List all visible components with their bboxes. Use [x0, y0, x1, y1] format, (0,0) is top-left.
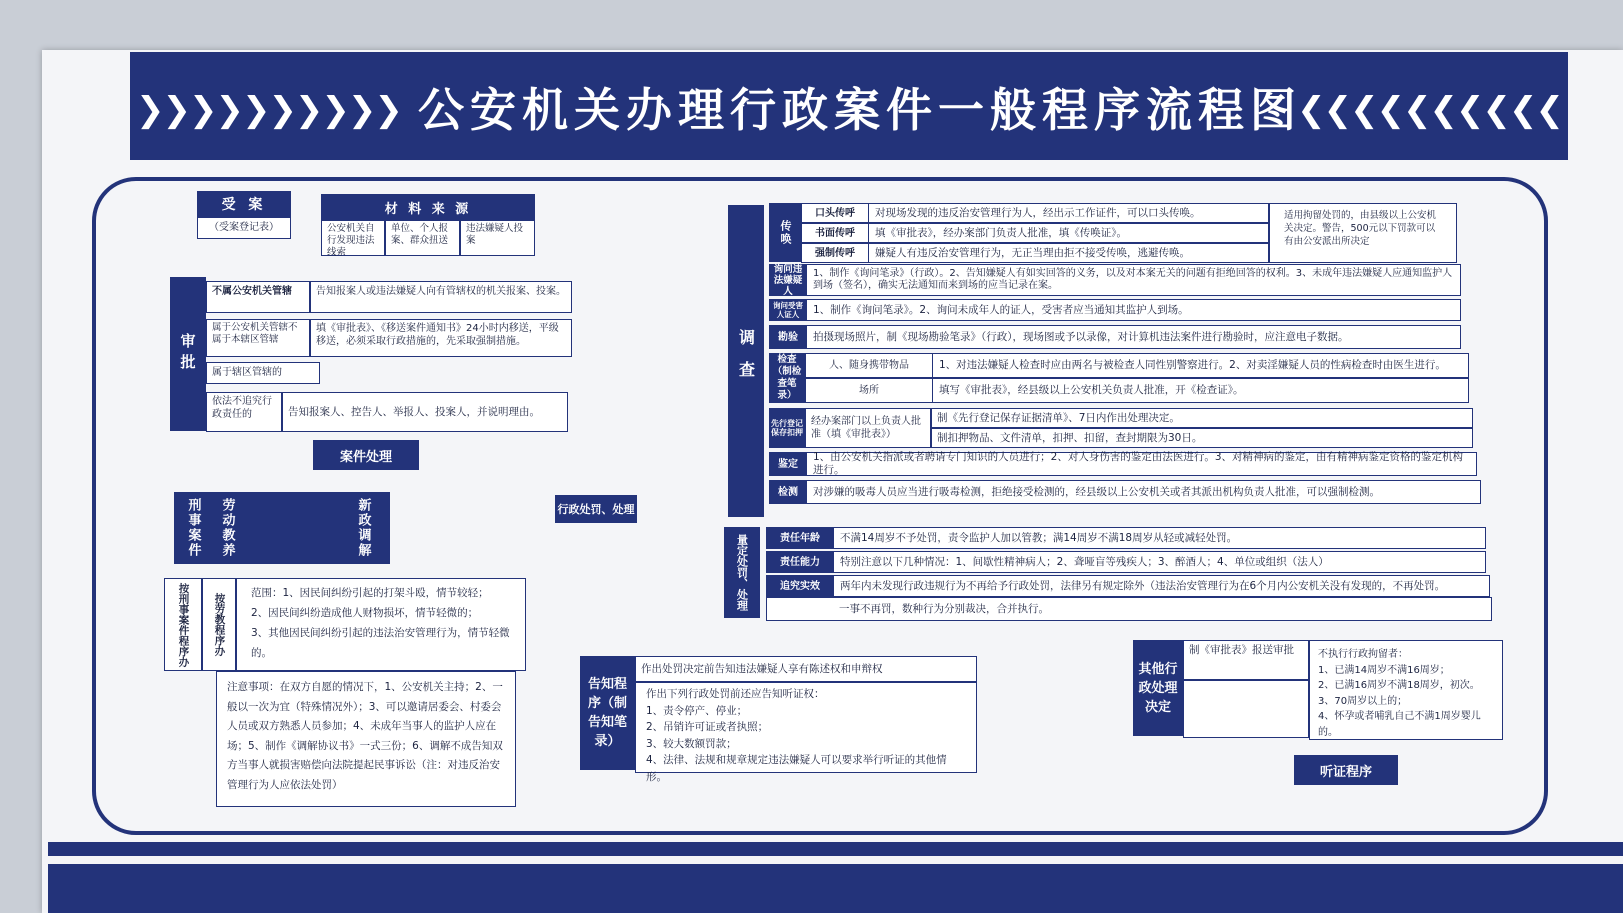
review-condition: 属于辖区管辖的 — [206, 362, 320, 384]
review-action: 告知报案人或违法嫌疑人向有管辖权的机关报案、投案。 — [310, 281, 572, 313]
review-action: 填《审批表》、《移送案件通知书》24小时内移送，平级移送，必须采取行政措施的，先采取强制措施。 — [310, 319, 572, 357]
investigation-label: 调查 — [728, 205, 764, 517]
review-condition: 属于公安机关管辖不属于本辖区管辖 — [206, 319, 310, 357]
case-handling-button: 案件处理 — [313, 440, 419, 470]
penalty-factor: 追究实效 — [767, 576, 834, 596]
title-banner — [130, 52, 1568, 160]
summon-authority-note: 适用拘留处罚的，由县级以上公安机关决定。警告，500元以下罚款可以有由公安派出所决定 — [1269, 203, 1457, 263]
appraisal-desc: 1、由公安机关指派或者聘请专门知识的人员进行；2、对人身伤害的鉴定由法医进行。3、对精神病的鉴定，由有精神病鉴定资格的鉴定机构进行。 — [813, 451, 1464, 476]
accept-case-header: 受 案 — [197, 191, 291, 217]
branch-labor: 劳动教养 — [219, 498, 235, 558]
criminal-procedure: 按刑事案件程序办 — [164, 578, 202, 671]
penalty-factor: 责任能力 — [767, 552, 834, 572]
preserve-list: 制《先行登记保存证据清单》、7日内作出处理决定。 — [931, 408, 1473, 428]
question-suspect-label: 询问违法嫌疑人 — [770, 265, 807, 295]
summon-row — [801, 223, 1269, 243]
other-approval-blank — [1183, 680, 1309, 738]
right-chevrons-icon: ❮❮❮❮❮❮❮❮❮❮ — [1297, 90, 1562, 130]
summon-desc: 嫌疑人有违反治安管理行为，无正当理由拒不接受传唤，逃避传唤。 — [875, 246, 1190, 259]
source-item: 违法嫌疑人投案 — [460, 220, 535, 256]
drug-test-row — [769, 480, 1481, 504]
summon-row — [801, 203, 1269, 223]
question-witness-row — [769, 299, 1461, 321]
page-title: 公安机关办理行政案件一般程序流程图 — [418, 83, 1302, 137]
summon-label: 传唤 — [769, 203, 801, 262]
mediation-notes: 注意事项：在双方自愿的情况下，1、公安机关主持；2、一般以一次为宜（特殊情况外）；3、可以邀请居委会、村委会人员或双方熟悉人员参加；4、未成年当事人的监护人应在场；5、制作《调解协议书》一式三份；6、调解不成告知双方当事人就损害赔偿向法院提起民事诉讼（注：对违反治安管理行为人应依法处罚） — [216, 671, 516, 807]
admin-penalty-button: 行政处罚、处理 — [555, 495, 637, 523]
penalty-combined: 一事不再罚，数种行为分别裁决，合并执行。 — [766, 597, 1492, 621]
check-label: 检查（制检查笔录） — [769, 353, 805, 403]
question-witness-label: 询问受害人证人 — [770, 300, 807, 320]
check-target: 场所 — [806, 379, 933, 402]
hearing-procedure-button: 听证程序 — [1294, 755, 1398, 785]
penalty-desc: 两年内未发现行政违规行为不再给予行政处罚，法律另有规定除外（违法治安管理行为在6个月内公安机关没有发现的，不再处罚。 — [840, 579, 1446, 592]
review-condition: 不属公安机关管辖 — [206, 281, 310, 313]
summon-type: 书面传呼 — [802, 224, 869, 242]
check-desc: 填写《审批表》，经县级以上公安机关负责人批准，开《检查证》。 — [939, 384, 1244, 396]
summon-desc: 对现场发现的违反治安管理行为人，经出示工作证件，可以口头传唤。 — [875, 206, 1201, 219]
bottom-band — [48, 864, 1623, 913]
other-decision-label: 其他行政处理决定 — [1133, 640, 1183, 736]
preserve-seize: 制扣押物品、文件清单，扣押、扣留，查封期限为30日。 — [931, 428, 1473, 448]
penalty-desc: 不满14周岁不予处罚，责令监护人加以管教；满14周岁不满18周岁从轻或减轻处罚。 — [840, 531, 1238, 544]
penalty-desc: 特别注意以下几种情况：1、间歇性精神病人；2、聋哑盲等残疾人；3、醉酒人；4、单位或组织（法人） — [840, 555, 1329, 568]
left-chevrons-icon: ❯❯❯❯❯❯❯❯❯❯ — [136, 90, 401, 130]
material-source-header: 材 料 来 源 — [321, 194, 535, 220]
notify-statement-right: 作出处罚决定前告知违法嫌疑人享有陈述权和申辩权 — [635, 656, 977, 682]
source-item: 公安机关自行发现违法线索 — [321, 220, 385, 256]
inspection-label: 勘验 — [770, 326, 807, 348]
branch-criminal: 刑事案件 — [185, 498, 201, 558]
penalty-label: 量定处罚、处理 — [724, 527, 760, 618]
labor-procedure: 按劳教程序办 — [202, 578, 236, 671]
notify-hearing-right: 作出下列行政处罚前还应告知听证权： 1、责令停产、停业； 2、吊销许可证或者执照； 3、较大数额罚款； 4、法律、法规和规章规定违法嫌疑人可以要求举行听证的其他情形。 — [635, 682, 977, 773]
other-exemptions: 不执行行政拘留者： 1、已满14周岁不满16周岁； 2、已满16周岁不满18周岁，初次。 3、70周岁以上的； 4、怀孕或者哺乳自己不满1周岁婴儿的。 — [1309, 640, 1503, 740]
summon-type: 强制传呼 — [802, 244, 869, 262]
drug-test-label: 检测 — [770, 481, 807, 503]
other-approval: 制《审批表》报送审批 — [1183, 640, 1309, 680]
penalty-row — [766, 551, 1486, 573]
preserve-label: 先行登记保存扣押 — [769, 408, 805, 448]
question-suspect-desc: 1、制作《询问笔录》（行政）。2、告知嫌疑人有如实回答的义务，以及对本案无关的问题有拒绝回答的权利。3、未成年违法嫌疑人应通知监护人到场（签名），确实无法通知而来到场的应当记录在案。 — [813, 268, 1453, 291]
bottom-stripe — [48, 842, 1623, 856]
check-row — [805, 353, 1469, 378]
appraisal-row — [769, 452, 1477, 476]
source-item: 单位、个人报案、群众扭送 — [385, 220, 460, 256]
check-target: 人、随身携带物品 — [806, 354, 933, 377]
penalty-row — [766, 527, 1486, 549]
summon-desc: 填《审批表》，经办案部门负责人批准，填《传唤证》。 — [875, 226, 1127, 239]
mediation-scope: 范围：1、因民间纠纷引起的打架斗殴，情节较轻； 2、因民间纠纷造成他人财物损坏，情节轻微的； 3、其他因民间纠纷引起的违法治安管理行为，情节轻微的。 — [236, 578, 526, 671]
check-desc: 1、对违法嫌疑人检查时应由两名与被检查人同性别警察进行。2、对卖淫嫌疑人员的性病检查时由医生进行。 — [939, 359, 1446, 371]
review-condition: 依法不追究行政责任的 — [206, 392, 282, 432]
appraisal-label: 鉴定 — [770, 453, 807, 475]
notify-label: 告知程序（制告知笔录） — [580, 656, 635, 770]
accept-case-form: （受案登记表） — [197, 217, 291, 239]
drug-test-desc: 对涉嫌的吸毒人员应当进行吸毒检测，拒绝接受检测的，经县级以上公安机关或者其派出机构负责人批准，可以强制检测。 — [813, 485, 1380, 498]
summon-row — [801, 243, 1269, 263]
preserve-approval: 经办案部门以上负责人批准（填《审批表》） — [805, 408, 931, 448]
penalty-factor: 责任年龄 — [767, 528, 834, 548]
summon-type: 口头传呼 — [802, 204, 869, 222]
inspection-desc: 拍摄现场照片，制《现场勘验笔录》（行政），现场图或予以录像，对计算机违法案件进行勘验时，应注意电子数据。 — [813, 330, 1349, 343]
review-label: 审批 — [170, 277, 206, 431]
check-row — [805, 378, 1469, 403]
inspection-row — [769, 325, 1461, 349]
question-suspect-row — [769, 264, 1461, 296]
penalty-row — [766, 575, 1490, 597]
question-witness-desc: 1、制作《询问笔录》。2、询问未成年人的证人，受害者应当通知其监护人到场。 — [813, 303, 1189, 316]
branch-mediation: 新政调解 — [355, 498, 371, 558]
review-action: 告知报案人、控告人、举报人、投案人，并说明理由。 — [282, 392, 568, 432]
